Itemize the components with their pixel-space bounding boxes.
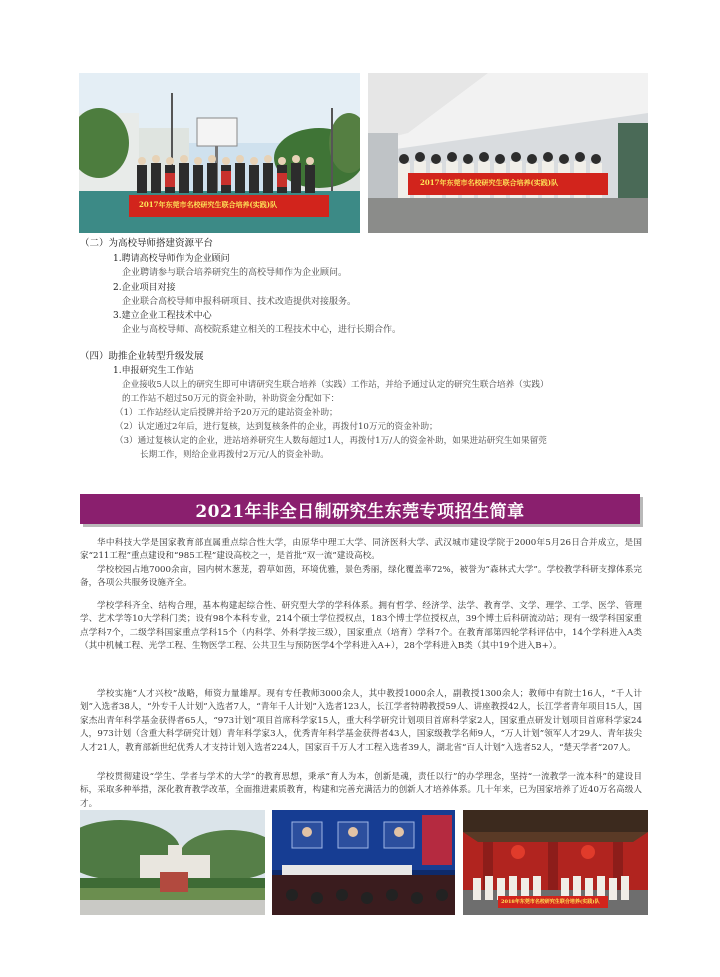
banner-caption: 2018年东莞市名校研究生联合培养(实践)队 bbox=[501, 899, 600, 905]
body-line: 的工作站不超过50万元的资金补助，补助资金分配如下： bbox=[122, 394, 340, 404]
paragraph: 华中科技大学是国家教育部直属重点综合性大学，由原华中理工大学、同济医科大学、武汉城市建设学院于2000年5月26日合并成立，是国家“211工程”重点建设和“985工程”建设高校之一，是首批“双一流”建设高校。 bbox=[80, 538, 642, 562]
photo-conference-stage bbox=[272, 810, 455, 915]
item-title: 1.申报研究生工作站 bbox=[113, 366, 194, 376]
paragraph: 学校贯彻建设“学生、学者与学术的大学”的教育思想，秉承“育人为本，创新是魂，责任以行”的办学理念，坚持“一流教学一流本科”的建设目标，采取多种举措，深化教育教学改革，全面推进素质教育，构建和完善充满活力的创新人才培养体系。几十年来，已为国家培养了近40万名高级人才。 bbox=[80, 772, 642, 809]
banner-caption: 2017年东莞市名校研究生联合培养(实践)队 bbox=[420, 178, 559, 187]
paragraph: 学校学科齐全、结构合理，基本构建起综合性、研究型大学的学科体系。拥有哲学、经济学、法学、教育学、文学、理学、工学、医学、管理学、艺术学等10大学科门类；设有98个本科专业，214个硕士学位授权点，183个博士学位授权点，39个博士后科研流动站；现有一级学科国家重点学科7个，二级学科国家重点学科15个（内科学、外科学按三级），国家重点（培育）学科7个。在教育部第四轮学科评估中，14个学科进入A类（其中机械工程、光学工程、生物医学工程、公共卫生与预防医学4个学科进入A+），28个学科进入B类（其中19个进入B+）。 bbox=[80, 601, 642, 652]
section-heading: （四）助推企业转型升级发展 bbox=[80, 351, 204, 362]
item-title: 2.企业项目对接 bbox=[113, 283, 176, 293]
photo-campus bbox=[80, 810, 265, 915]
photo-temple-group bbox=[463, 810, 648, 915]
item-title: 1.聘请高校导师作为企业顾问 bbox=[113, 254, 230, 264]
section-heading: （二）为高校导师搭建资源平台 bbox=[80, 238, 214, 249]
body-line: 企业接收5人以上的研究生即可申请研究生联合培养（实践）工作站，并给予通过认定的研究生联合培养（实践） bbox=[122, 380, 549, 390]
paragraph: 学校校园占地7000余亩，园内树木葱茏，碧草如茵，环境优雅，景色秀丽，绿化覆盖率72%，被誉为“森林式大学”。学校教学科研支撑体系完备，各项公共服务设施齐全。 bbox=[80, 565, 642, 589]
item-desc: 企业与高校导师、高校院系建立相关的工程技术中心，进行长期合作。 bbox=[122, 325, 402, 335]
photo-basketball-court-group bbox=[79, 73, 360, 233]
banner-title: 2021年非全日制研究生东莞专项招生简章 bbox=[195, 501, 525, 522]
banner-caption: 2017年东莞市名校研究生联合培养(实践)队 bbox=[139, 200, 278, 209]
item-desc: 企业联合高校导师申报科研项目、技术改造提供对接服务。 bbox=[122, 297, 357, 307]
title-banner bbox=[80, 494, 640, 524]
paragraph: 学校实施“人才兴校”战略，师资力量雄厚。现有专任教师3000余人，其中教授1000余人，副教授1300余人；教师中有院士16人，“千人计划”入选者38人，“外专千人计划”入选者7人，“青年千人计划”入选者123人，长江学者特聘教授59人、讲座教授42人，长江学者青年项目15人，国家杰出青年科学基金获得者65人，“973计划”项目首席科学家15人，重大科学研究计划项目首席科学家2人，国家重点研发计划项目首席科学家24人，973计划（含重大科学研究计划）青年科学家3人，优秀青年科学基金获得者43人，国家级教学名师9人，“万人计划”领军人才29人、青年拔尖人才21人，教育部新世纪优秀人才支持计划入选者224人，国家百千万人才工程入选者39人，湖北省“百人计划”入选者52人，“楚天学者”207人。 bbox=[80, 689, 642, 753]
body-line: （1）工作站经认定后授牌并给予20万元的建站资金补助； bbox=[115, 408, 338, 418]
body-line: 长期工作，则给企业再拨付2万元/人的资金补助。 bbox=[140, 450, 329, 460]
item-title: 3.建立企业工程技术中心 bbox=[113, 311, 212, 321]
body-line: （3）通过复核认定的企业，进站培养研究生人数每超过1人，再拨付1万/人的资金补助，如果进站研究生如果留莞 bbox=[115, 436, 547, 446]
photo-building-group bbox=[368, 73, 648, 233]
item-desc: 企业聘请参与联合培养研究生的高校导师作为企业顾问。 bbox=[122, 268, 348, 278]
body-line: （2）认定通过2年后，进行复核，达到复核条件的企业，再拨付10万元的资金补助； bbox=[115, 422, 438, 432]
